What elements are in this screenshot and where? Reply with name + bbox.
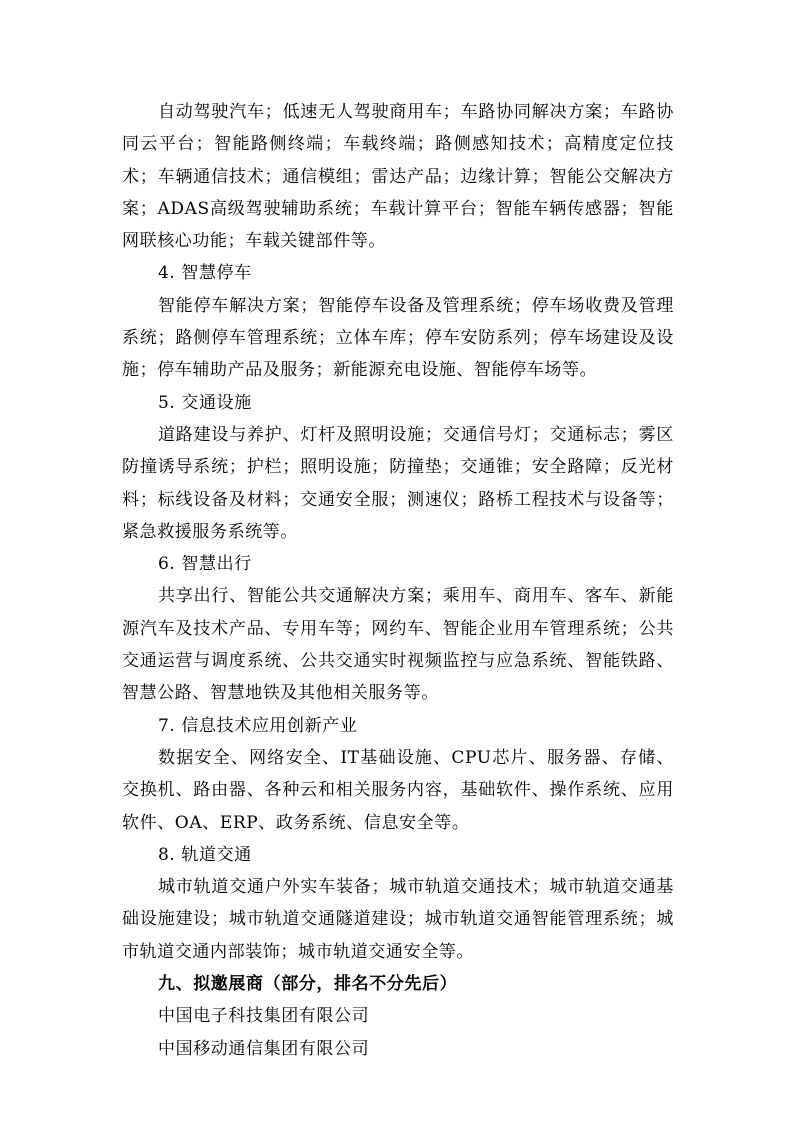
section-heading-traffic-facilities: 5. 交通设施 <box>158 392 252 413</box>
paragraph-rail-transit: 城市轨道交通户外实车装备；城市轨道交通技术；城市轨道交通基础设施建设；城市轨道交通隧道建设；城市轨道交通智能管理系统；城市轨道交通内部装饰；城市轨道交通安全等。 <box>122 877 674 962</box>
section-heading-rail-transit: 8. 轨道交通 <box>158 844 252 865</box>
paragraph-it-innovation: 数据安全、网络安全、IT基础设施、CPU芯片、服务器、存储、交换机、路由器、各种云和相关服务内容，基础软件、操作系统、应用软件、OA、ERP、政务系统、信息安全等。 <box>122 747 674 833</box>
document-body <box>122 96 674 1065</box>
paragraph-vehicle-networking-tail: 自动驾驶汽车；低速无人驾驶商用车；车路协同解决方案；车路协同云平台；智能路侧终端；车载终端；路侧感知技术；高精度定位技术；车辆通信技术；通信模组；雷达产品；边缘计算；智能公交解决方案；ADAS高级驾驶辅助系统；车载计算平台；智能车辆传感器；智能网联核心功能；车载关键部件等。 <box>122 102 674 252</box>
section-heading-invited-exhibitors: 九、拟邀展商（部分，排名不分先后） <box>158 974 458 995</box>
section-heading-smart-mobility: 6. 智慧出行 <box>158 554 252 575</box>
paragraph-traffic-facilities: 道路建设与养护、灯杆及照明设施；交通信号灯；交通标志；雾区防撞诱导系统；护栏；照明设施；防撞垫；交通锥；安全路障；反光材料；标线设备及材料；交通安全服；测速仪；路桥工程技术与设备等；紧急救援服务系统等。 <box>122 424 674 542</box>
company-name: 中国电子科技集团有限公司 <box>158 1006 370 1027</box>
section-heading-smart-parking: 4. 智慧停车 <box>158 263 252 284</box>
paragraph-smart-parking: 智能停车解决方案；智能停车设备及管理系统；停车场收费及管理系统；路侧停车管理系统；立体车库；停车安防系列；停车场建设及设施；停车辅助产品及服务；新能源充电设施、智能停车场等。 <box>122 295 674 381</box>
company-name: 中国移动通信集团有限公司 <box>158 1038 370 1059</box>
paragraph-smart-mobility: 共享出行、智能公共交通解决方案；乘用车、商用车、客车、新能源汽车及技术产品、专用车等；网约车、智能企业用车管理系统；公共交通运营与调度系统、公共交通实时视频监控与应急系统、智能铁路、智慧公路、智慧地铁及其他相关服务等。 <box>122 586 674 704</box>
section-heading-it-innovation: 7. 信息技术应用创新产业 <box>158 715 358 736</box>
